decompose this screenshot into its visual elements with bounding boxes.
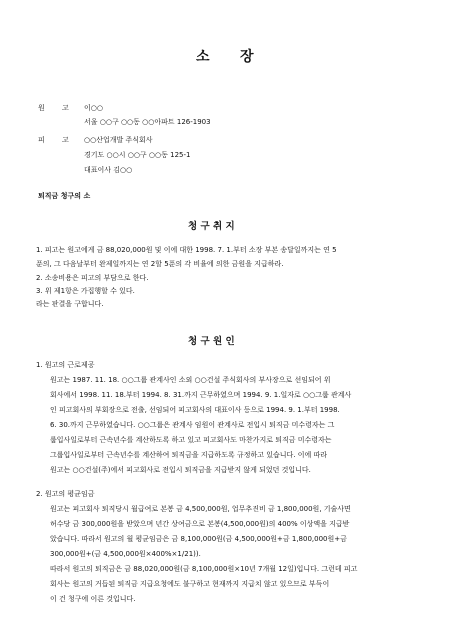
section-line: 았습니다. 따라서 원고의 월 평균임금은 금 8,100,000원(금 4,500,000원+금 1,800,000원+금 — [50, 535, 347, 543]
section-line: 회사는 원고의 거듭된 퇴직금 지급요청에도 불구하고 현재까지 지급치 않고 있으므로 부득이 — [50, 580, 330, 588]
section-line: 그룹입사일로부터 근속년수를 계산하여 퇴직금을 지급하도록 규정하고 있습니다. 이에 따라 — [50, 451, 327, 459]
defendant-label-char-1: 피 — [38, 136, 45, 144]
plaintiff-name: 이○○ — [84, 104, 103, 112]
section-title: 1. 원고의 근로제공 — [36, 361, 95, 369]
defendant-label-char-2: 고 — [62, 136, 69, 144]
document-title-first-char: 소 — [196, 49, 210, 65]
section-line: 룹입사일로부터 근속년수를 계산하도록 하고 있고 피고회사도 마찬가지로 퇴직금 미수령자는 — [50, 436, 332, 444]
claim-purpose-line: 1. 피고는 원고에게 금 88,020,000원 및 이에 대한 1998. 7. 1.부터 소장 부본 송달일까지는 연 5 — [36, 246, 337, 254]
case-name: 퇴직금 청구의 소 — [38, 192, 91, 200]
plaintiff-address: 서울 ○○구 ○○동 ○○아파트 126-1903 — [84, 118, 211, 126]
section-line: 원고는 1987. 11. 18. ○○그룹 관계사인 소외 ○○건설 주식회사의 부사장으로 선임되어 위 — [50, 376, 331, 384]
plaintiff-label-char-1: 원 — [38, 104, 45, 112]
section-line: 회사에서 1998. 11. 18.부터 1994. 8. 31.까지 근무하였으며 1994. 9. 1.일자로 ○○그룹 관계사 — [50, 391, 352, 399]
plaintiff-label-char-2: 고 — [62, 104, 69, 112]
section-line: 원고는 ○○건설(주)에서 피고회사로 전입시 퇴직금을 지급받지 않게 되었던 것입니다. — [50, 466, 311, 474]
claim-purpose-line: 2. 소송비용은 피고의 부담으로 한다. — [36, 274, 149, 282]
claim-cause-heading: 청 구 원 인 — [188, 336, 235, 347]
section-line: 300,000원+(금 4,500,000원×400%×1/21)). — [50, 550, 201, 558]
section-line: 원고는 피고회사 퇴직당시 월급여로 본봉 금 4,500,000원, 업무추진비 금 1,800,000원, 기술사면 — [50, 505, 351, 513]
section-line: 따라서 원고의 퇴직금은 금 88,020,000원(금 8,100,000원×10년 7개월 12일)입니다. 그런데 피고 — [50, 565, 358, 573]
section-line: 허수당 금 300,000원을 받았으며 년간 상여금으로 본봉(4,500,000원)의 400% 이상액을 지급받 — [50, 520, 350, 528]
document-title-second-char: 장 — [240, 49, 254, 65]
defendant-representative: 대표이사 김○○ — [84, 166, 133, 174]
claim-purpose-line: 푼의, 그 다음날부터 완제일까지는 연 2할 5푼의 각 비율에 의한 금원을 지급하라. — [36, 260, 284, 268]
defendant-address: 경기도 ○○시 ○○구 ○○동 125-1 — [84, 151, 191, 159]
section-line: 이 건 청구에 이른 것입니다. — [50, 595, 136, 603]
section-title: 2. 원고의 평균임금 — [36, 490, 95, 498]
defendant-name: ○○산업개발 주식회사 — [84, 136, 153, 144]
claim-purpose-line: 3. 위 제1항은 가집행할 수 있다. — [36, 287, 135, 295]
section-line: 6. 30.까지 근무하였습니다. ○○그룹은 관계사 임원이 관계사로 전입시 퇴직금 미수령자는 그 — [50, 421, 335, 429]
claim-purpose-heading: 청 구 취 지 — [188, 221, 235, 232]
section-line: 인 피고회사의 부회장으로 전출, 선임되어 피고회사의 대표이사 등으로 1994. 9. 1.부터 1998. — [50, 406, 340, 414]
claim-purpose-line: 라는 판결을 구합니다. — [36, 300, 104, 308]
